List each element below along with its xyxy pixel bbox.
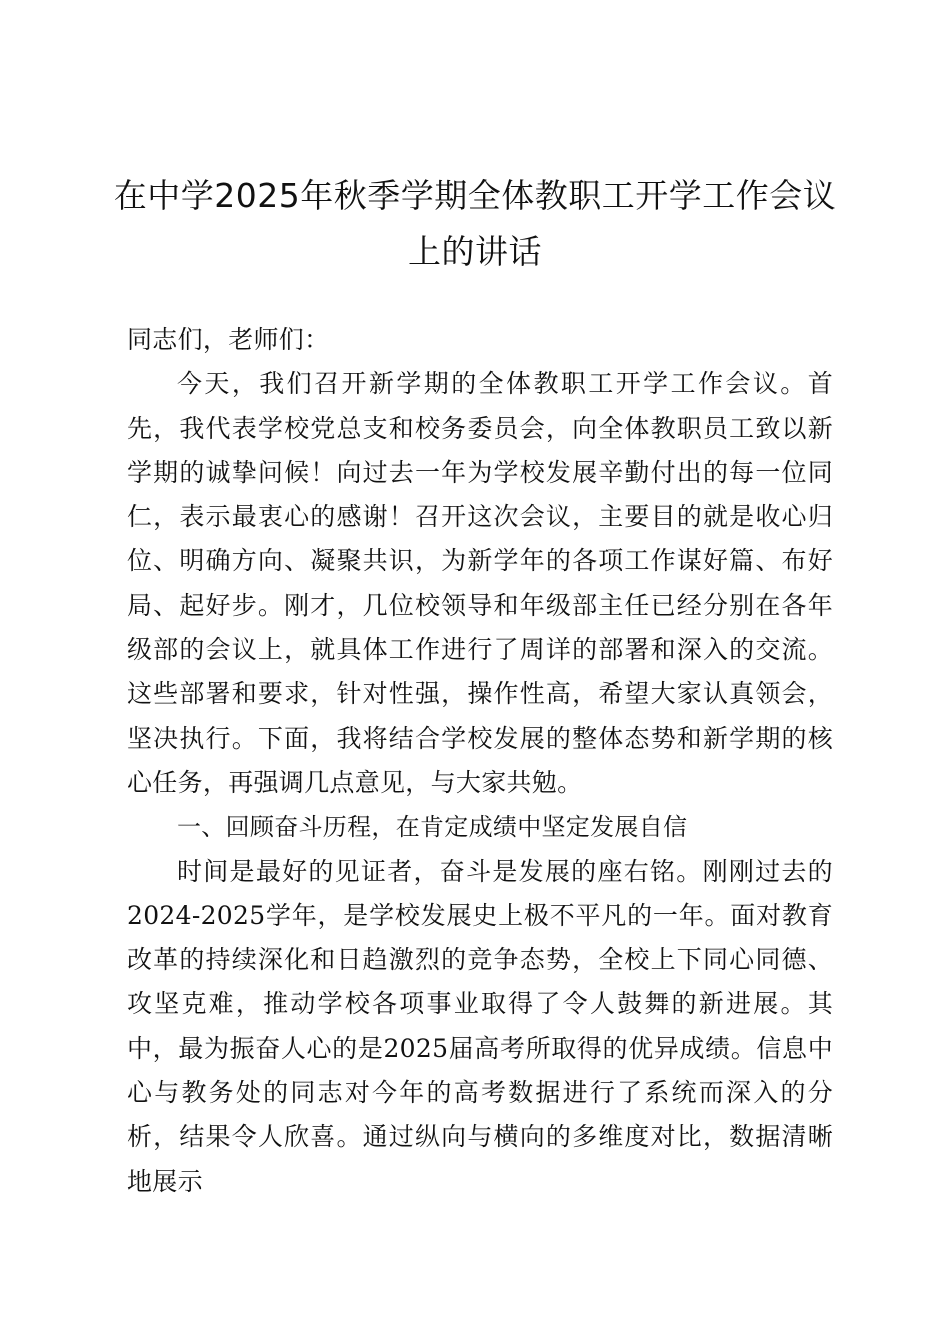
section-heading: 一、回顾奋斗历程，在肯定成绩中坚定发展自信 xyxy=(177,813,688,842)
section-paragraph: 时间是最好的见证者，奋斗是发展的座右铭。刚刚过去的2024-2025学年，是学校发展史上极不平凡的一年。面对教育改革的持续深化和日趋激烈的竞争态势，全校上下同心同德、攻坚克难，推动学校各项事业取得了令人鼓舞的新进展。其中，最为振奋人心的是2025届高考所取得的优异成绩。信息中心与教务处的同志对今年的高考数据进行了系统而深入的分析，结果令人欣喜。通过纵向与横向的多维度对比，数据清晰地展示 xyxy=(127,856,833,1196)
document-title: 在中学2025年秋季学期全体教职工开学工作会议上的讲话 xyxy=(113,176,837,271)
opening-paragraph: 今天，我们召开新学期的全体教职工开学工作会议。首先，我代表学校党总支和校务委员会，向全体教职员工致以新学期的诚挚问候！向过去一年为学校发展辛勤付出的每一位同仁，表示最衷心的感谢！召开这次会议，主要目的就是收心归位、明确方向、凝聚共识，为新学年的各项工作谋好篇、布好局、起好步。刚才，几位校领导和年级部主任已经分别在各年级部的会议上，就具体工作进行了周详的部署和深入的交流。这些部署和要求，针对性强，操作性高，希望大家认真领会，坚决执行。下面，我将结合学校发展的整体态势和新学期的核心任务，再强调几点意见，与大家共勉。 xyxy=(127,369,833,797)
salutation: 同志们，老师们： xyxy=(127,325,330,354)
document-body xyxy=(127,318,833,1204)
